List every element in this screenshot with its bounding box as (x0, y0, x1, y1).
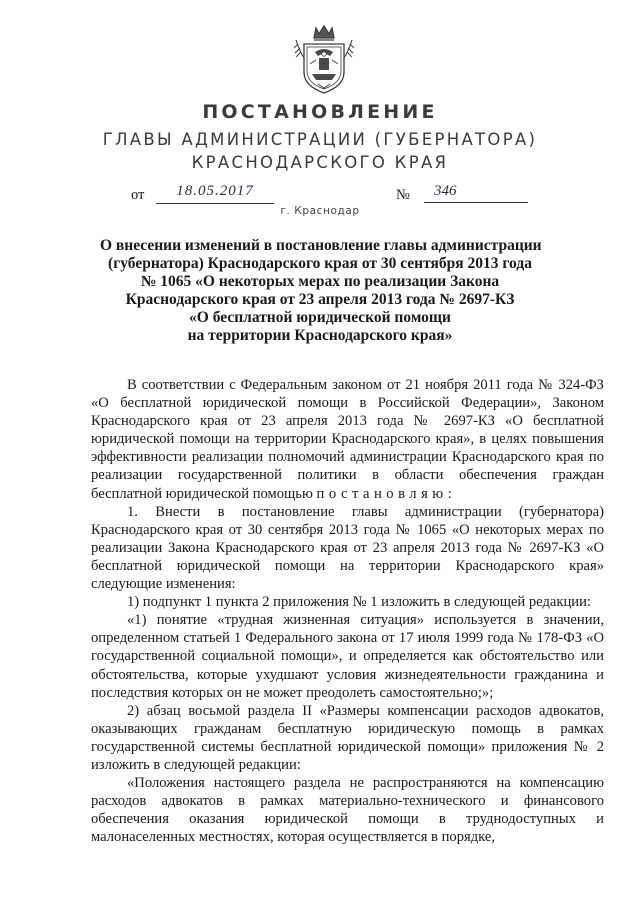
title-line: «О бесплатной юридической помощи (189, 309, 451, 326)
document-type-heading: ПОСТАНОВЛЕНИЕ (202, 101, 438, 123)
title-line: Краснодарского края от 23 апреля 2013 года № 2697-КЗ (125, 291, 515, 308)
number-prefix: № (396, 187, 410, 203)
title-line: № 1065 «О некоторых мерах по реализации Закона (140, 273, 500, 290)
preamble-paragraph (91, 376, 604, 503)
title-line: (губернатора) Краснодарского края от 30 сентября 2013 года (108, 255, 532, 272)
subclause-2-paragraph: 2) абзац восьмой раздела II «Размеры компенсации расходов адвокатов, оказывающих гражданам бесплатную юридическую помощь в рамках государственной системы бесплатной юридической помощи» приложения № 2 изложить в следующей редакции: (91, 702, 604, 773)
title-line: О внесении изменений в постановление главы администрации (100, 237, 542, 254)
region-heading: КРАСНОДАРСКОГО КРАЯ (191, 153, 449, 172)
preamble-text: В соответствии с Федеральным законом от 21 ноября 2011 года № 324-ФЗ «О бесплатной юридической помощи в Российской Федерации», Законом Краснодарского края от 23 апреля 2013 года № 2697-КЗ «О бесплатной юридической помощи на территории Краснодарского края», в целях повышения эффективности реализации полномочий администрации Краснодарского края по реализации государственной политики в области обеспечения граждан бесплатной юридической помощью (91, 377, 604, 502)
clause-1-paragraph: 1. Внести в постановление главы администрации (губернатора) Краснодарского края от 30 сентября 2013 года № 1065 «О некоторых мерах по реализации Закона Краснодарского края от 23 апреля 2013 года № 2697-КЗ «О бесплатной юридической помощи на территории Краснодарского края» следующие изменения: (91, 503, 604, 593)
title-line: на территории Краснодарского края» (187, 327, 453, 344)
resolves-word: постановляю: (316, 485, 457, 502)
krasnodar-coat-of-arms-icon (292, 22, 356, 96)
quoted-provision-paragraph: «Положения настоящего раздела не распространяются на компенсацию расходов адвокатов в рамках материально-технического и финансового обеспечения оказания юридической помощи в труднодоступных и малонаселенных местностях, которая осуществляется в порядке, (91, 775, 604, 846)
quoted-definition-paragraph: «1) понятие «трудная жизненная ситуация» используется в значении, определенном статьей 1 Федерального закона от 17 июля 1999 года № 178-ФЗ «О государственной социальной помощи», и определяется как обстоятельство или обстоятельства, которые ухудшают условия жизнедеятельности гражданина и последствия которых он не может преодолеть самостоятельно;»; (91, 612, 604, 701)
date-field: 18.05.2017 (156, 183, 274, 204)
number-field: 346 (424, 183, 528, 203)
issuer-heading: ГЛАВЫ АДМИНИСТРАЦИИ (ГУБЕРНАТОРА) (102, 130, 538, 149)
document-body (91, 376, 604, 846)
document-title (100, 237, 540, 345)
city-label: г. Краснодар (280, 205, 360, 217)
subclause-1-paragraph: 1) подпункт 1 пункта 2 приложения № 1 изложить в следующей редакции: (127, 594, 591, 611)
date-prefix: от (131, 187, 145, 203)
